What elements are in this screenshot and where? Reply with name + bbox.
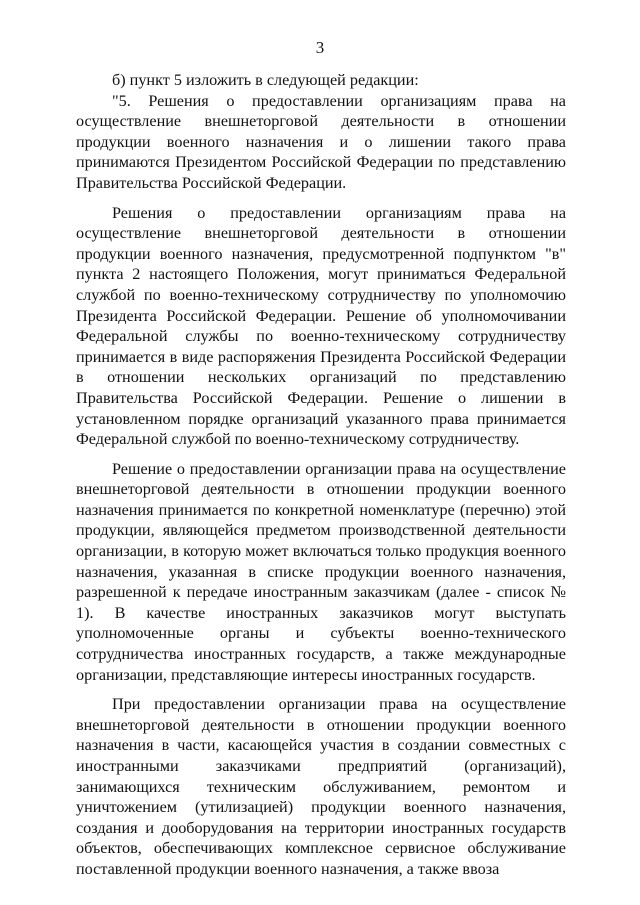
document-body: [76, 70, 566, 880]
paragraph-point-5-decisions: "5. Решения о предоставлении организациям права на осуществление внешнеторговой деятельности в отношении продукции военного назначения и о лишении такого права принимаются Президентом Российской Федерации по представлению Правительства Российской Федерации.: [76, 91, 566, 192]
amendment-intro-paragraph: б) пункт 5 изложить в следующей редакции:: [112, 71, 419, 89]
paragraph-authorization-fsvts: Решения о предоставлении организациям права на осуществление внешнеторговой деятельности в отношении продукции военного назначения, предусмотренной подпунктом "в" пункта 2 настоящего Положения, могут приниматься Федеральной службой по военно-техническому сотрудничеству по уполномочию Президента Российской Федерации. Решение об уполномочивании Федеральной службы по военно-техническому сотрудничеству принимается в виде распоряжения Президента Российской Федерации в отношении нескольких организаций по представлению Правительства Российской Федерации. Решение о лишении в установленном порядке организаций указанного права принимается Федеральной службой по военно-техническому сотрудничеству.: [76, 203, 566, 449]
paragraph-nomenclature: Решение о предоставлении организации права на осуществление внешнеторговой деятельности в отношении продукции военного назначения принимается по конкретной номенклатуре (перечню) этой продукции, являющейся предметом производственной деятельности организации, в которую может включаться только продукция военного назначения, указанная в списке продукции военного назначения, разрешенной к передаче иностранным заказчикам (далее - список № 1). В качестве иностранных заказчиков могут выступать уполномоченные органы и субъекты военно-технического сотрудничества иностранных государств, а также международные организации, представляющие интересы иностранных государств.: [76, 459, 566, 684]
paragraph-joint-ventures: При предоставлении организации права на осуществление внешнеторговой деятельности в отношении продукции военного назначения в части, касающейся участия в создании совместных с иностранными заказчиками предприятий (организаций), занимающихся техническим обслуживанием, ремонтом и уничтожением (утилизацией) продукции военного назначения, создания и дооборудования на территории иностранных государств объектов, обеспечивающих комплексное сервисное обслуживание поставленной продукции военного назначения, а также ввоза: [76, 695, 566, 878]
page-number: 3: [315, 38, 325, 57]
